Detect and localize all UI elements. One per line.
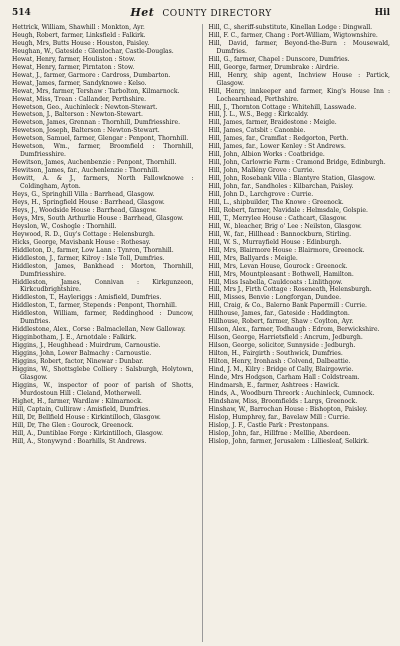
directory-entry: Hewat, Mrs, farmer, Tershaw : Tarbolton, Kilmarnock.	[12, 87, 180, 95]
directory-entry: Hill, John, far., Sandholes : Kilbarchan, Paisley.	[208, 183, 354, 191]
directory-entry: Hiddleston, J., farmer, Kilroy : Isle Toll, Dumfries.	[12, 254, 165, 262]
directory-entry: Hill, W., bleacher, Brig o' Lee : Neilston, Glasgow.	[208, 222, 362, 230]
directory-entry: Hill, John, Mallény Grove : Currie.	[208, 167, 315, 175]
running-title	[12, 6, 390, 21]
directory-entry: Hewitson, James, far., Auchenlenzie : Thornhill.	[12, 167, 160, 175]
directory-entry: Hiddleton, D., farmer, Low Lann : Tynron, Thornhill.	[12, 246, 174, 254]
directory-entry: Hilson, George, solicitor, Sunnyside : Jedburgh.	[208, 342, 356, 350]
directory-entry: Higgins, J., Heughhead : Muirdrum, Carnoustie.	[12, 342, 161, 350]
directory-entry: Hinds, A., Woodburn Threork : Auchinleck, Cumnock.	[208, 389, 375, 397]
directory-entry: Hilton, H., Fairgirth : Southwick, Dumfries.	[208, 350, 343, 358]
directory-entry: Hill, Miss Isabella, Cauldcoats : Linlithgow.	[208, 278, 343, 286]
directory-entry: Hiddleston, T., farmer, Stepends : Penpont, Thornhill.	[12, 302, 177, 310]
directory-entry: Hill, Mrs J., Firth Cottage : Roseneath, Helensburgh.	[208, 286, 372, 294]
directory-entry: Higgins, W., Shottsglebe Colliery : Salsburgh, Holytown, Glasgow.	[12, 365, 194, 381]
left-column	[12, 24, 194, 642]
running-title-text: COUNTY DIRECTORY	[162, 9, 272, 19]
directory-entry: Hiddleston, William, farmer, Reddinghood : Duncow, Dumfries.	[12, 310, 194, 326]
directory-entry: Hettrick, William, Shawhill : Monkton, Ayr.	[12, 24, 145, 31]
directory-entry: Hilton, Henry, Ironhash : Colvend, Dalbeattie.	[208, 358, 351, 366]
directory-entry: Higgins, Robert, factor, Ninewar : Dunbar.	[12, 358, 144, 366]
directory-entry: Hill, A., Duntiblae Forge : Kirkintilloch, Glasgow.	[12, 429, 164, 437]
directory-entry: Heugh, Mrs, Butts House : Houston, Paisley.	[12, 39, 150, 47]
directory-entry: Hill, W. S., Murrayfield House : Edinburgh.	[208, 238, 342, 246]
directory-entry: Hill, A., Stonywynd : Boarhills, St Andrews.	[12, 437, 147, 445]
directory-entry: Hill, George, farmer, Drumbrake : Airdrie.	[208, 63, 340, 71]
directory-entry: Hislop, John, far., Hillfrae : Melllie, Aberdeen.	[208, 429, 351, 437]
directory-entry: Hill, James, Catsbit : Canonbie.	[208, 127, 306, 135]
directory-entry: Hill, Captain, Culliraw : Amisfield, Dumfries.	[12, 405, 151, 413]
directory-entry: Hill, James, far., Lower Kenley : St Andrews.	[208, 143, 346, 151]
right-column	[202, 24, 391, 642]
directory-entry: Hill, Robert, farmer, Navidale : Helmsdale, Golspie.	[208, 206, 368, 214]
directory-entry: Hewat, James, farmer, Sandyknowe : Kelso.	[12, 79, 147, 87]
directory-entry: Hill, Craig, & Co., Balerno Bank Papermill : Currie.	[208, 302, 367, 310]
directory-entry: Hewat, J., farmer, Garmore : Cardross, Dumbarton.	[12, 71, 171, 79]
directory-entry: Hill, Mrs, Levan House, Gourock : Greenock.	[208, 262, 348, 270]
directory-entry: Hill, Dr, Bellfield House : Kirkintilloch, Glasgow.	[12, 413, 161, 421]
directory-entry: Hilson, Alex., farmer, Todhaugh : Edrom, Berwickshire.	[208, 326, 380, 334]
page-number: 514	[12, 8, 31, 18]
directory-entry: Hewetson, J., Balterson : Newton-Stewart.	[12, 111, 143, 119]
directory-entry: Hiddleston, T., Hayleriggs : Amisfield, Dumfries.	[12, 294, 162, 302]
directory-entry: Hill, L., shipbuilder, The Knowe : Greenock.	[208, 198, 344, 206]
directory-entry: Hill, Dr, The Glen : Gourock, Greenock.	[12, 421, 134, 429]
directory-entry: Heyslon, W., Coshogle : Thornhill.	[12, 222, 117, 230]
directory-entry: Hindmarsh, E., farmer, Ashtrees : Hawick.	[208, 381, 340, 389]
directory-entry: Hill, Mrs, Ballyards : Meigle.	[208, 254, 298, 262]
directory-entry: Hill, Mrs, Blairmore House : Blairmore, Greenock.	[208, 246, 365, 254]
directory-entry: Hislop, John, farmer, Jerusalem : Lilliesleaf, Selkirk.	[208, 437, 369, 445]
directory-entry: Hewetson, Joseph, Balterson : Newton-Stewart.	[12, 127, 160, 135]
directory-entry: Higgins, W., inspector of poor of parish of Shotts, Murdostoun Hill : Cleland, Motherwell.	[12, 381, 194, 397]
directory-entry: Hill, C., sheriff-substitute, Kinellan Lodge : Dingwall.	[208, 24, 373, 31]
directory-entry: Hindshaw, Miss, Broomfields : Largs, Greenock.	[208, 397, 358, 405]
directory-entry: Hill, Mrs, Mountpleasant : Bothwell, Hamilton.	[208, 270, 354, 278]
directory-entry: Higgins, John, Lower Balmachy : Carnoustie.	[12, 350, 152, 358]
directory-entry: Hewat, Henry, farmer, Houliston : Stow.	[12, 55, 136, 63]
directory-entry: Hill, T., Merrylee House : Cathcart, Glasgow.	[208, 214, 347, 222]
directory-entry: Hill, James, farmer, Braidestone : Meigle.	[208, 119, 337, 127]
directory-entry: Hewetson, Geo., Auchinleck : Newton-Stewart.	[12, 103, 158, 111]
directory-entry: Heughan, W., Gateside : Glenlochar, Castle-Douglas.	[12, 47, 174, 55]
directory-entry: Hinshaw, W., Barrochan House : Bishopton, Paisley.	[208, 405, 368, 413]
directory-entry: Hillhouse, James, far., Gateside : Haddington.	[208, 310, 350, 318]
directory-entry: Higginbotham, J. E., Arnotdale : Falkirk.	[12, 334, 137, 342]
page-header	[12, 6, 390, 20]
directory-entry: Hewat, Henry, farmer, Pirntaton : Stow.	[12, 63, 135, 71]
directory-entry: Hill, John D., Larchgrove : Currie.	[208, 191, 314, 199]
directory-entry: Hill, J., Thornton Cottage : Whitehill, Lasswade.	[208, 103, 357, 111]
running-name: Hil	[374, 8, 390, 18]
directory-entry: Hill, John, Albion Works : Coatbridge.	[208, 151, 325, 159]
directory-entry: Hill, James, far., Cramflat : Redgorton, Perth.	[208, 135, 349, 143]
directory-entry: Hicks, George, Mavisbank House : Rothesay.	[12, 238, 151, 246]
running-title-italic: Het	[130, 6, 155, 19]
directory-entry: Hill, Misses, Benvie : Longforgan, Dundee.	[208, 294, 342, 302]
directory-entry: Highet, H., farmer, Wardlaw : Kilmarnock.	[12, 397, 143, 405]
directory-entry: Hewitson, James, Auchenbenzie : Penpont, Thornhill.	[12, 159, 177, 167]
directory-entry: Hill, John, Rosebank Villa : Blantyre Station, Glasgow.	[208, 175, 376, 183]
directory-entry: Heywood, R. D., Guy's Cottage : Helensburgh.	[12, 230, 155, 238]
directory-entry: Hislop, Humphrey, far., Bavelaw Mill : Currie.	[208, 413, 350, 421]
directory-entry: Hiddleston, James, Bankhead : Morton, Thornhill, Dumfriesshire.	[12, 262, 194, 278]
directory-entry: Hewetson, James, Grennan : Thornhill, Dumfriesshire.	[12, 119, 181, 127]
directory-columns	[12, 24, 390, 642]
directory-entry: Hilson, George, Harrietsfield : Ancrum, Jedburgh.	[208, 334, 363, 342]
directory-entry: Hill, David, farmer, Beyond-the-Burn : Mousewald, Dumfries.	[208, 39, 390, 55]
directory-entry: Hill, John, Carlowrie Farm : Cramond Bridge, Edinburgh.	[208, 159, 386, 167]
directory-entry: Hillhouse, Robert, farmer, Shaw : Coylton, Ayr.	[208, 318, 354, 326]
directory-entry: Hinde, Mrs Hodgson, Carham Hall : Coldstream.	[208, 373, 360, 381]
directory-entry: Hill, Henry, ship agent, Inchview House : Partick, Glasgow.	[208, 71, 390, 87]
directory-entry: Hewetson, Wm., farmer, Broomfield : Thornhill, Dumfriesshire.	[12, 143, 194, 159]
directory-entry: Heys, J., Woodside House : Barrhead, Glasgow.	[12, 206, 157, 214]
directory-entry: Heys, G., Springhill Villa : Barrhead, Glasgow.	[12, 191, 155, 199]
directory-entry: Hill, J. L., W.S., Begg : Kirkcaldy.	[208, 111, 309, 119]
directory-entry: Hill, Henry, innkeeper and farmer, King's House Inn : Lochearnhead, Perthshire.	[208, 87, 390, 103]
directory-entry: Hewitt, A. & J., farmers, North Fallowknowe : Coldingham, Ayton.	[12, 175, 194, 191]
directory-entry: Hiddlestone, Alex., Corse : Balmaclellan, New Galloway.	[12, 326, 186, 334]
directory-entry: Hill, W., far., Hillhead : Bannockburn, Stirling.	[208, 230, 352, 238]
directory-entry: Hewetson, Samuel, farmer, Glengar : Penpont, Thornhill.	[12, 135, 189, 143]
directory-entry: Heys, H., Springfield House : Barrhead, Glasgow.	[12, 198, 165, 206]
directory-entry: Heys, Mrs, South Arthurlie House : Barrhead, Glasgow.	[12, 214, 184, 222]
directory-entry: Hill, F. C., farmer, Chang : Port-William, Wigtownshire.	[208, 31, 378, 39]
directory-entry: Heugh, Robert, farmer, Linksfield : Falkirk.	[12, 31, 146, 39]
directory-entry: Hind, J. M., Kilry : Bridge of Cally, Blairgowrie.	[208, 365, 354, 373]
directory-entry: Hill, G., farmer, Chapel : Dunscore, Dumfries.	[208, 55, 350, 63]
directory-entry: Hewat, Miss, Trean : Callander, Perthshire.	[12, 95, 147, 103]
directory-entry: Hislop, J. F., Castle Park : Prestonpans.	[208, 421, 329, 429]
directory-entry: Hiddleston, James, Connivan : Kirkgunzeon, Kirkcudbrightshire.	[12, 278, 194, 294]
